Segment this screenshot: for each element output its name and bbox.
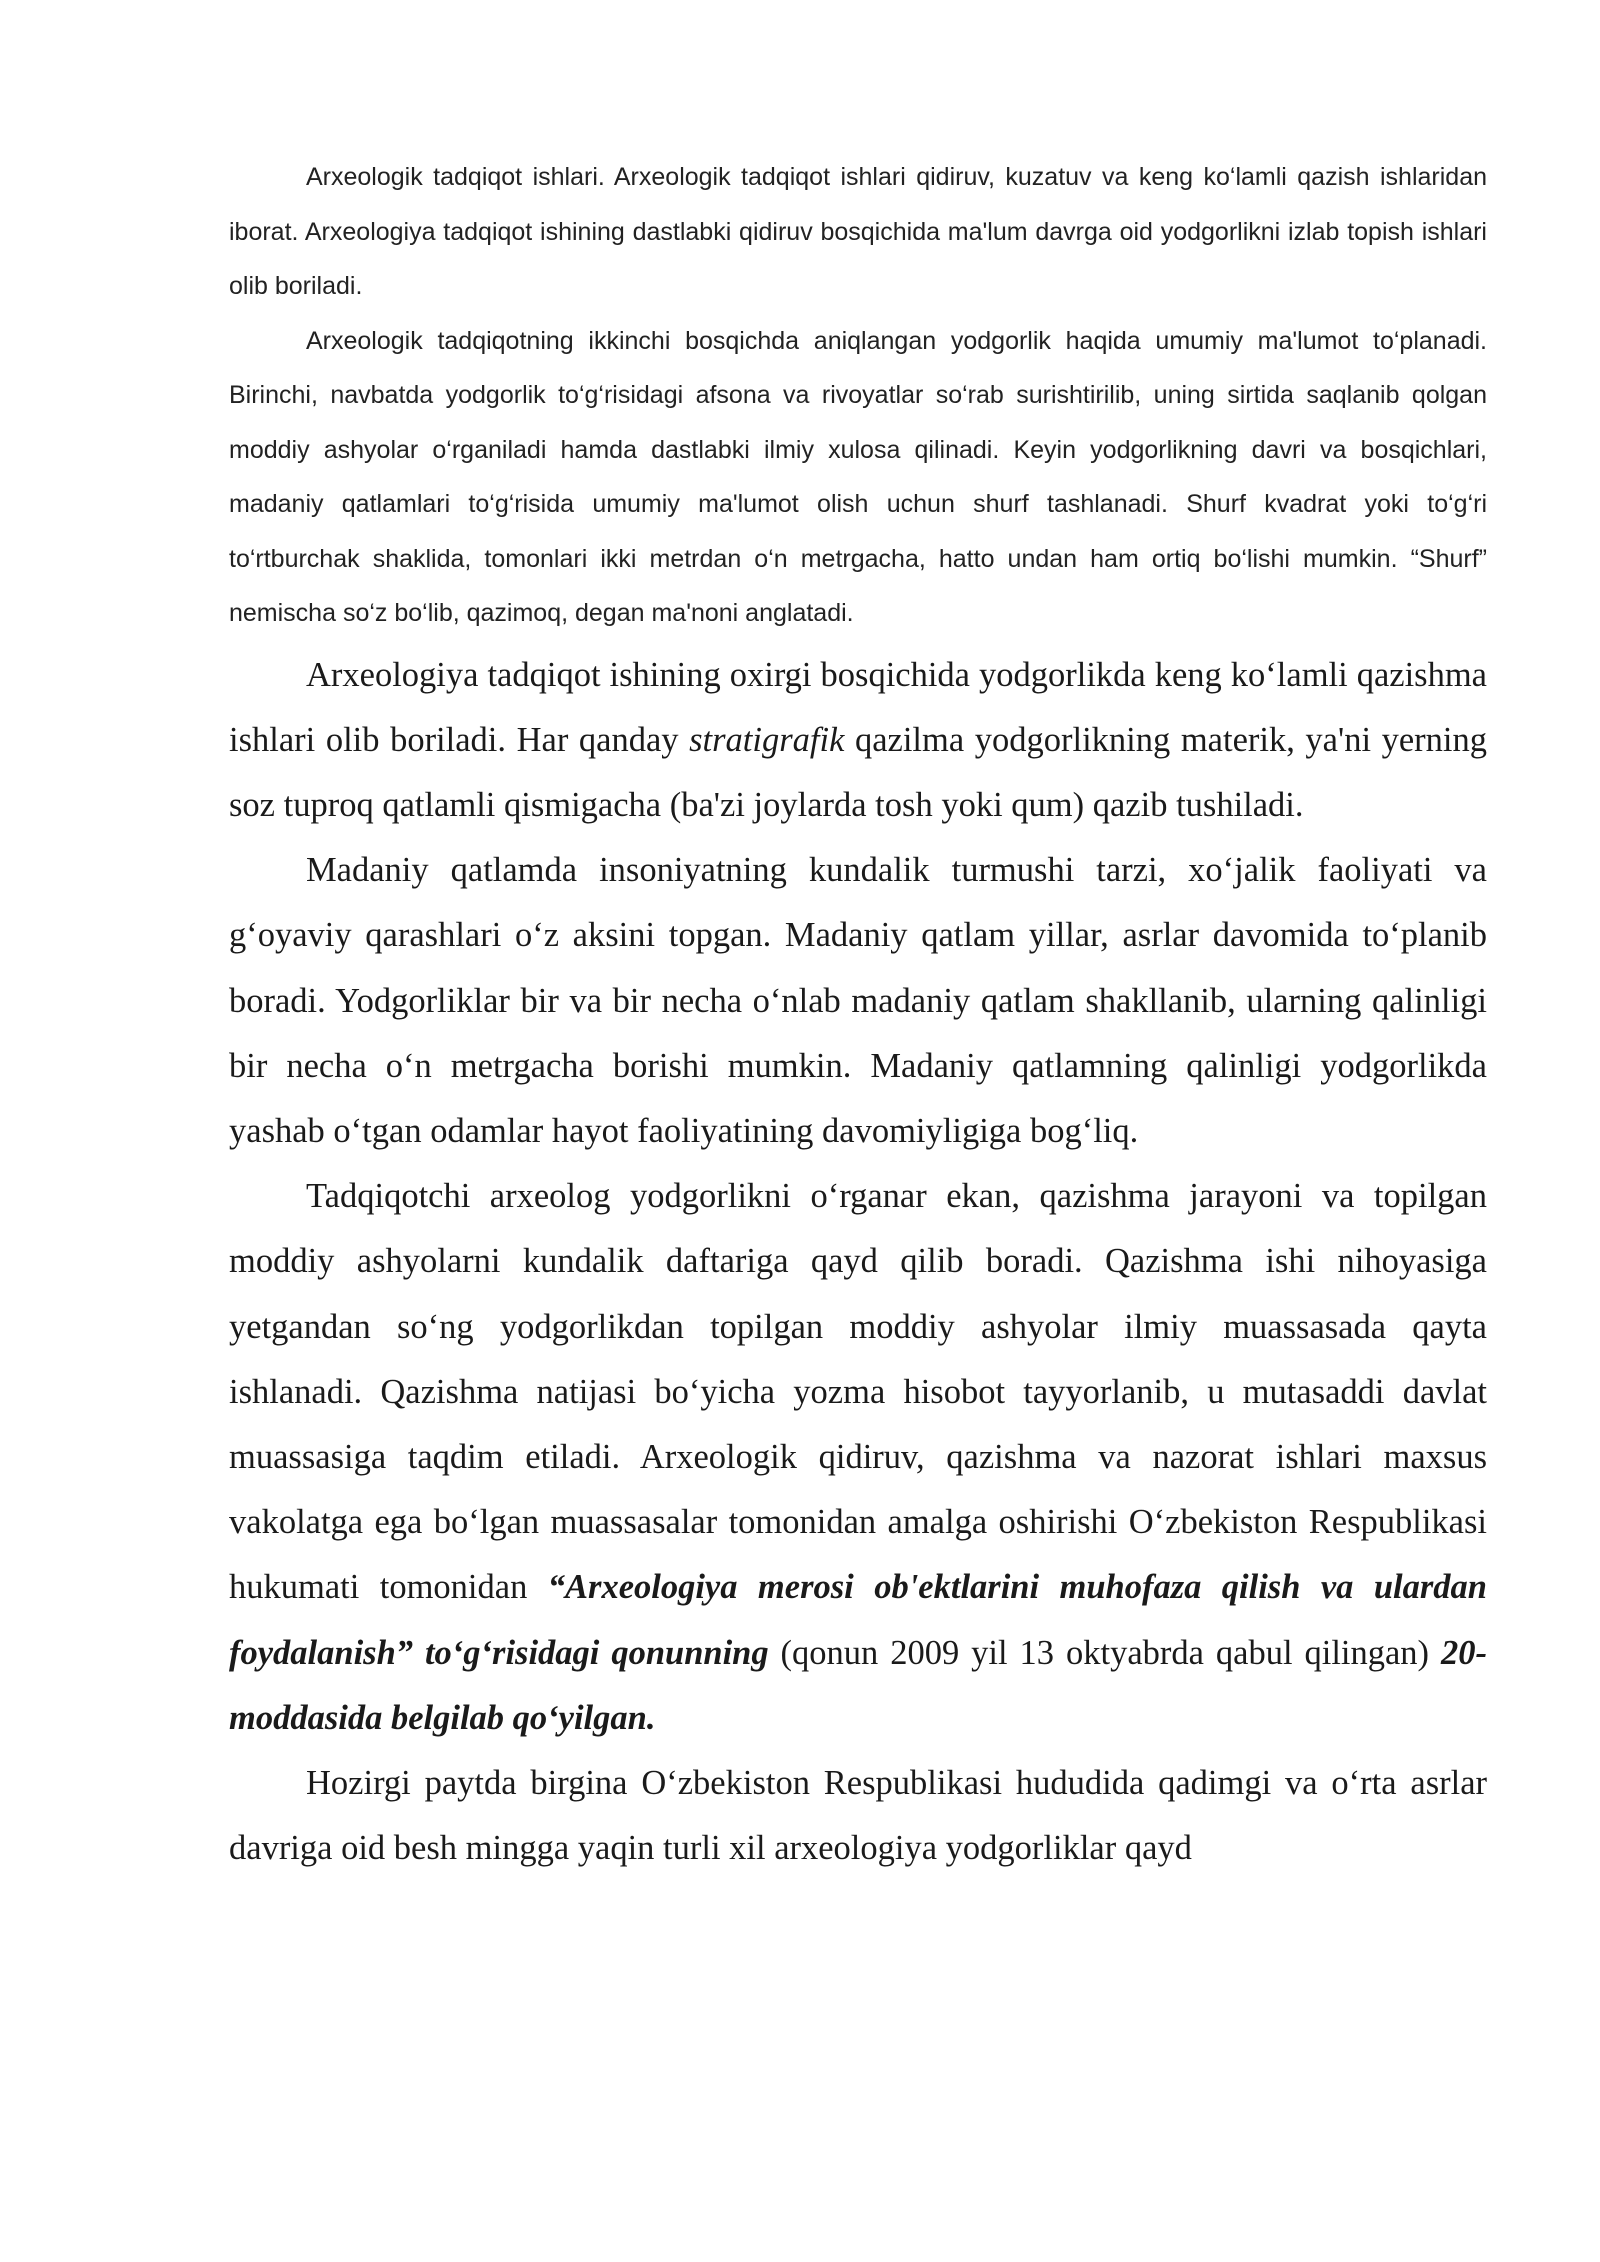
text-segment: qazilma yodgorlikning materik, ya'ni yerning soz tuproq qatlamli qismigacha (ba'zi joylarda tosh yoki qum) qazib tushiladi. (229, 720, 1487, 824)
paragraph-present-day: Hozirgi paytda birgina O‘zbekiston Respublikasi hududida qadimgi va o‘rta asrlar davriga oid besh mingga yaqin turli xil arxeologiya yodgorliklar qayd (229, 1763, 1487, 1868)
law-article: 20-moddasida belgilab qo‘yilgan. (229, 1633, 1487, 1737)
paragraph-cultural-layer: Madaniy qatlamda insoniyatning kundalik turmushi tarzi, xo‘jalik faoliyati va g‘oyaviy qarashlari o‘z aksini topgan. Madaniy qatlam yillar, asrlar davomida to‘planib boradi. Yodgorliklar bir va bir necha o‘nlab madaniy qatlam shakllanib, ularning qalinligi bir necha o‘n metrgacha borishi mumkin. Madaniy qatlamning qalinligi yodgorlikda yashab o‘tgan odamlar hayot faoliyatining davomiyligiga bog‘liq. (229, 851, 1487, 1150)
italic-term: stratigrafik (689, 720, 845, 759)
text-segment: Arxeologiya tadqiqot ishining oxirgi bosqichida yodgorlikda keng ko‘lamli qazishma ishlari olib boriladi. Har qanday (229, 655, 1487, 759)
text-segment: Tadqiqotchi arxeolog yodgorlikni o‘rganar ekan, qazishma jarayoni va topilgan moddiy ashyolarni kundalik daftariga qayd qilib boradi. Qazishma ishi nihoyasiga yetgandan so‘ng yodgorlikdan topilgan moddiy ashyolar ilmiy muassasada qayta ishlanadi. Qazishma natijasi bo‘yicha yozma hisobot tayyorlanib, u mutasaddi davlat muassasiga taqdim etiladi. Arxeologik qidiruv, qazishma va nazorat ishlari maxsus vakolatga ega bo‘lgan muassasalar tomonidan amalga oshirishi O‘zbekiston Respublikasi hukumati tomonidan (229, 1177, 1487, 1607)
paragraph-second-stage: Arxeologik tadqiqotning ikkinchi bosqichda aniqlangan yodgorlik haqida umumiy ma'lumot to‘planadi. Birinchi, navbatda yodgorlik to‘g‘risidagi afsona va rivoyatlar so‘rab surishtirilib, uning sirtida saqlanib qolgan moddiy ashyolar o‘rganiladi hamda dastlabki ilmiy xulosa qilinadi. Keyin yodgorlikning davri va bosqichlari, madaniy qatlamlari to‘g‘risida umumiy ma'lumot olish uchun shurf tashlanadi. Shurf kvadrat yoki to‘g‘ri to‘rtburchak shaklida, tomonlari ikki metrdan o‘n metrgacha, hatto undan ham ortiq bo‘lishi mumkin. “Shurf” nemischa so‘z bo‘lib, qazimoq, degan ma'noni anglatadi. (229, 326, 1487, 627)
text-segment: (qonun 2009 yil 13 oktyabrda qabul qilingan) (768, 1633, 1441, 1672)
law-title: “Arxeologiya merosi ob'ektlarini muhofaza qilish va ulardan foydalanish” to‘g‘risidagi qonunning (229, 1568, 1487, 1672)
paragraph-intro: Arxeologik tadqiqot ishlari. Arxeologik tadqiqot ishlari qidiruv, kuzatuv va keng ko‘lamli qazish ishlaridan iborat. Arxeologiya tadqiqot ishining dastlabki qidiruv bosqichida ma'lum davrga oid yodgorlikni izlab topish ishlari olib boriladi. (229, 163, 1487, 300)
paragraph-researcher (229, 1164, 1487, 1751)
document-body (229, 150, 1487, 1881)
paragraph-final-stage (229, 643, 1487, 839)
